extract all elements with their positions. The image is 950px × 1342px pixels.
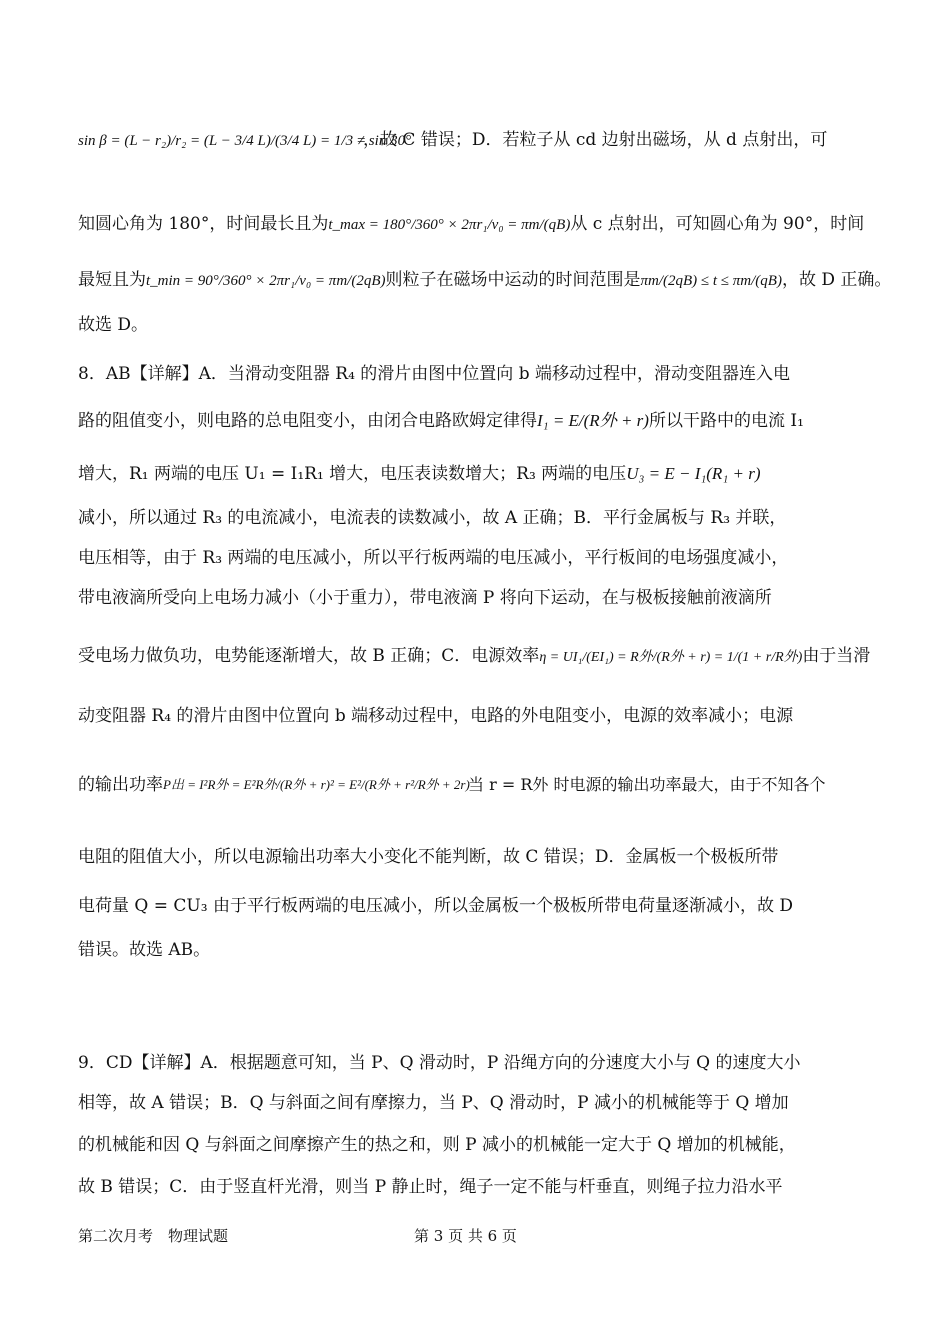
text-segment: 路的阻值变小，则电路的总电阻变小，由闭合电路欧姆定律得	[78, 411, 537, 431]
text-segment: ，故 D 正确。	[781, 270, 892, 290]
text-segment: 的输出功率	[78, 775, 163, 795]
question-9-explanation	[78, 1044, 873, 1208]
text-line: 相等，故 A 错误；B．Q 与斜面之间有摩擦力，当 P、Q 滑动时，P 减小的机械能等于 Q 增加	[78, 1093, 789, 1113]
text-line: 8．AB【详解】A．当滑动变阻器 R₄ 的滑片由图中位置向 b 端移动过程中，滑动变阻器连入电	[78, 364, 790, 384]
text-segment: 所以干路中的电流 I₁	[648, 411, 804, 431]
efficiency-equation: η = UI₁/(EI₁) = R外/(R外 + r) = 1/(1 + r/R外)	[539, 650, 803, 665]
text-segment: 当 r = R外 时电源的输出功率最大，由于不知各个	[468, 775, 826, 794]
text-line: 减小，所以通过 R₃ 的电流减小，电流表的读数减小，故 A 正确；B．平行金属板与 R₃ 并联，	[78, 508, 787, 528]
sin-beta-equation: sin β = (L − r₂)/r₂ = (L − 3/4 L)/(3/4 L) = 1/3 ≠ sin 30°	[78, 132, 412, 149]
text-line: 错误。故选 AB。	[78, 940, 211, 960]
text-segment: 则粒子在磁场中运动的时间范围是	[385, 270, 641, 290]
u3-equation: U₃ = E − I₁(R₁ + r)	[626, 464, 761, 483]
text-segment: 知圆心角为 180°，时间最长且为	[78, 214, 329, 234]
text-segment: 从 c 点射出，可知圆心角为 90°，时间	[570, 214, 865, 234]
text-line: 带电液滴所受向上电场力减小（小于重力），带电液滴 P 将向下运动，在与极板接触前液滴所	[78, 588, 772, 608]
answer-line: 故选 D。	[78, 315, 149, 335]
text-segment: 增大，R₁ 两端的电压 U₁ = I₁R₁ 增大，电压表读数增大；R₃ 两端的电压	[78, 464, 627, 484]
page-number: 第 3 页 共 6 页	[414, 1227, 517, 1245]
text-line: 动变阻器 R₄ 的滑片由图中位置向 b 端移动过程中，电路的外电阻变小，电源的效率减小；电源	[78, 706, 794, 726]
tmin-equation: t_min = 90°/360° × 2πr₁/v₀ = πm/(2qB)	[146, 273, 386, 289]
text-line: 故 B 错误；C．由于竖直杆光滑，则当 P 静止时，绳子一定不能与杆垂直，则绳子拉力沿水平	[78, 1177, 783, 1197]
text-line: 电压相等，由于 R₃ 两端的电压减小，所以平行板两端的电压减小，平行板间的电场强度减小，	[78, 548, 789, 568]
text-segment: 由于当滑	[802, 646, 871, 666]
i1-equation: I₁ = E/(R外 + r)	[537, 411, 649, 430]
text-line: 电荷量 Q = CU₃ 由于平行板两端的电压减小，所以金属板一个极板所带电荷量逐渐减小，故 D	[78, 896, 793, 916]
text-line: 9．CD【详解】A．根据题意可知，当 P、Q 滑动时，P 沿绳方向的分速度大小与 Q 的速度大小	[78, 1053, 801, 1073]
question-7-continuation	[78, 98, 892, 342]
text-line: 的机械能和因 Q 与斜面之间摩擦产生的热之和，则 P 减小的机械能一定大于 Q 增加的机械能，	[78, 1135, 796, 1155]
text-segment: 受电场力做负功，电势能逐渐增大，故 B 正确；C．电源效率	[78, 646, 540, 666]
question-8-explanation	[78, 356, 873, 970]
text-line: 电阻的阻值大小，所以电源输出功率大小变化不能判断，故 C 错误；D．金属板一个极板所带	[78, 847, 779, 867]
text-segment: ，故 C 错误；D．若粒子从 cd 边射出磁场，从 d 点射出，可	[363, 130, 828, 150]
footer-title: 第二次月考 物理试题	[78, 1227, 229, 1245]
time-range-equation: πm/(2qB) ≤ t ≤ πm/(qB)	[640, 273, 782, 289]
power-equation: P出 = I²R外 = E²R外/(R外 + r)² = E²/(R外 + r²/R外 + 2r)	[163, 777, 470, 793]
tmax-equation: t_max = 180°/360° × 2πr₁/v₀ = πm/(qB)	[328, 217, 571, 233]
text-segment: 最短且为	[78, 270, 146, 290]
